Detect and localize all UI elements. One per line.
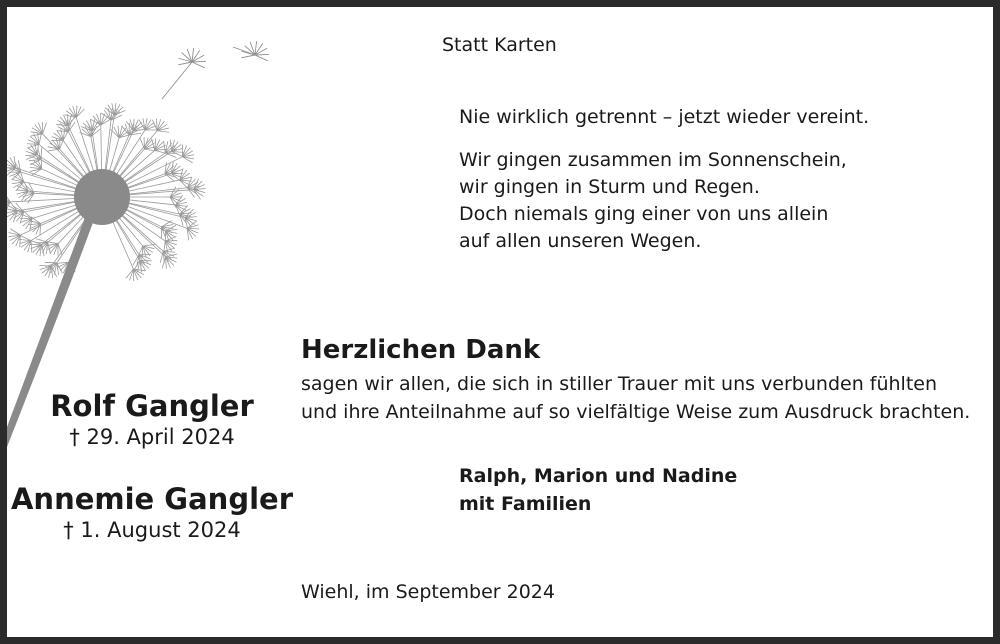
deceased-name: Rolf Gangler xyxy=(50,389,254,423)
obituary-card xyxy=(7,7,993,637)
poem-line: wir gingen in Sturm und Regen. xyxy=(459,176,760,198)
thanks-title: Herzlichen Dank xyxy=(301,335,541,365)
thanks-text xyxy=(301,370,970,426)
deceased-annemie xyxy=(7,482,297,542)
signers xyxy=(459,462,737,518)
deceased-date: † 1. August 2024 xyxy=(63,518,241,542)
thanks-line: sagen wir allen, die sich in stiller Trauer mit uns verbunden fühlten xyxy=(301,373,938,395)
deceased-date: † 29. April 2024 xyxy=(69,425,235,449)
poem-stanza xyxy=(459,147,847,255)
deceased-name: Annemie Gangler xyxy=(10,482,293,516)
deceased-rolf xyxy=(7,389,297,449)
poem-first-line: Nie wirklich getrennt – jetzt wieder vereint. xyxy=(459,106,870,128)
signer-line: Ralph, Marion und Nadine xyxy=(459,465,738,487)
place-date: Wiehl, im September 2024 xyxy=(301,581,555,603)
signer-line: mit Familien xyxy=(459,493,592,515)
poem-line: Wir gingen zusammen im Sonnenschein, xyxy=(459,149,847,171)
poem-line: Doch niemals ging einer von uns allein xyxy=(459,203,829,225)
header-statt-karten: Statt Karten xyxy=(442,34,557,56)
thanks-line: und ihre Anteilnahme auf so vielfältige Weise zum Ausdruck brachten. xyxy=(301,401,971,423)
poem-line: auf allen unseren Wegen. xyxy=(459,230,702,252)
